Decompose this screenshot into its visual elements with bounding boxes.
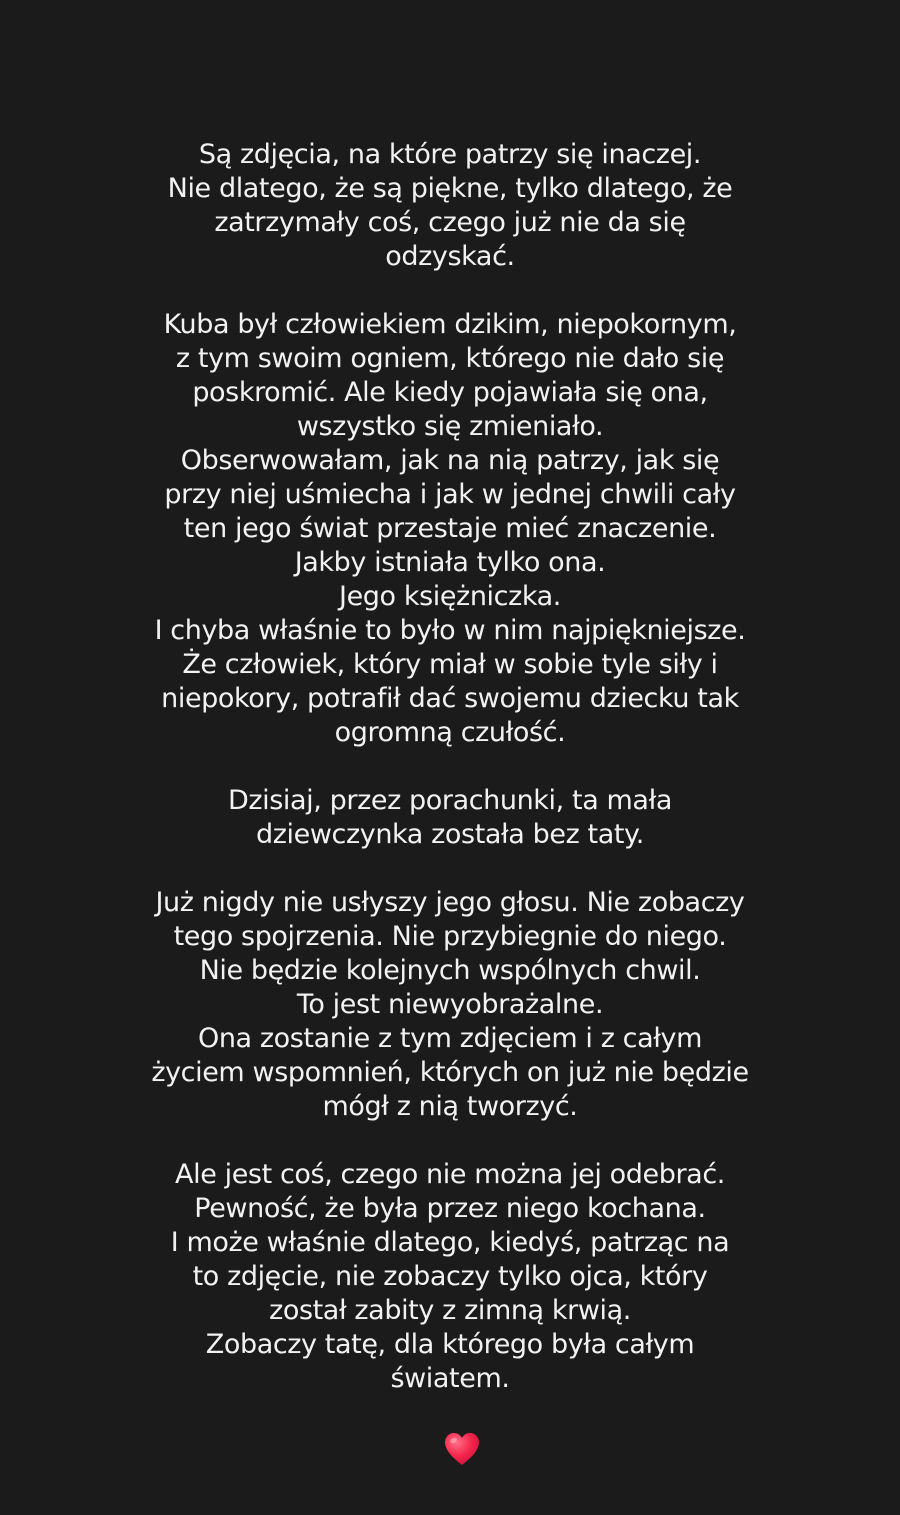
- red-heart-icon: [443, 1431, 481, 1467]
- text-line: został zabity z zimną krwią.: [269, 1295, 631, 1326]
- text-line: Jakby istniała tylko ona.: [294, 547, 606, 578]
- paragraph-4: [0, 886, 900, 1124]
- text-line: niepokory, potrafił dać swojemu dziecku tak: [161, 683, 739, 714]
- text-line: Dzisiaj, przez porachunki, ta mała: [228, 785, 672, 816]
- text-line: I chyba właśnie to było w nim najpiękniejsze.: [154, 615, 746, 646]
- text-line: życiem wspomnień, których on już nie będzie: [151, 1057, 749, 1088]
- text-line: Kuba był człowiekiem dzikim, niepokornym,: [163, 309, 737, 340]
- text-line: tego spojrzenia. Nie przybiegnie do niego.: [173, 921, 727, 952]
- text-line: z tym swoim ogniem, którego nie dało się: [175, 343, 725, 374]
- text-line: dziewczynka została bez taty.: [256, 819, 644, 850]
- text-line: Pewność, że była przez niego kochana.: [194, 1193, 706, 1224]
- paragraph-1: [0, 138, 900, 274]
- text-line: Nie będzie kolejnych wspólnych chwil.: [199, 955, 701, 986]
- text-line: Nie dlatego, że są piękne, tylko dlatego, że: [167, 173, 733, 204]
- text-line: mógł z nią tworzyć.: [322, 1091, 578, 1122]
- text-line: Już nigdy nie usłyszy jego głosu. Nie zobaczy: [155, 887, 745, 918]
- text-line: odzyskać.: [385, 241, 515, 272]
- text-line: Że człowiek, który miał w sobie tyle siły i: [182, 649, 718, 680]
- text-line: Jego księżniczka.: [339, 581, 561, 612]
- text-line: Zobaczy tatę, dla którego była całym: [205, 1329, 695, 1360]
- heart-shape: [445, 1433, 479, 1465]
- story-text: [0, 138, 900, 1430]
- paragraph-2: [0, 308, 900, 750]
- text-line: to zdjęcie, nie zobaczy tylko ojca, który: [192, 1261, 708, 1292]
- text-line: Ona zostanie z tym zdjęciem i z całym: [197, 1023, 703, 1054]
- text-line: wszystko się zmieniało.: [296, 411, 604, 442]
- text-line: poskromić. Ale kiedy pojawiała się ona,: [192, 377, 708, 408]
- text-line: Obserwowałam, jak na nią patrzy, jak się: [180, 445, 720, 476]
- text-line: I może właśnie dlatego, kiedyś, patrząc na: [170, 1227, 730, 1258]
- text-line: światem.: [390, 1363, 510, 1394]
- text-line: To jest niewyobrażalne.: [296, 989, 604, 1020]
- text-line: ten jego świat przestaje mieć znaczenie.: [183, 513, 717, 544]
- text-line: ogromną czułość.: [334, 717, 566, 748]
- text-line: zatrzymały coś, czego już nie da się: [214, 207, 686, 238]
- red-heart-icon-svg: [443, 1431, 481, 1467]
- text-line: Ale jest coś, czego nie można jej odebrać.: [175, 1159, 725, 1190]
- text-line: przy niej uśmiecha i jak w jednej chwili cały: [164, 479, 736, 510]
- paragraph-5: [0, 1158, 900, 1396]
- paragraph-3: [0, 784, 900, 852]
- text-line: Są zdjęcia, na które patrzy się inaczej.: [198, 139, 702, 170]
